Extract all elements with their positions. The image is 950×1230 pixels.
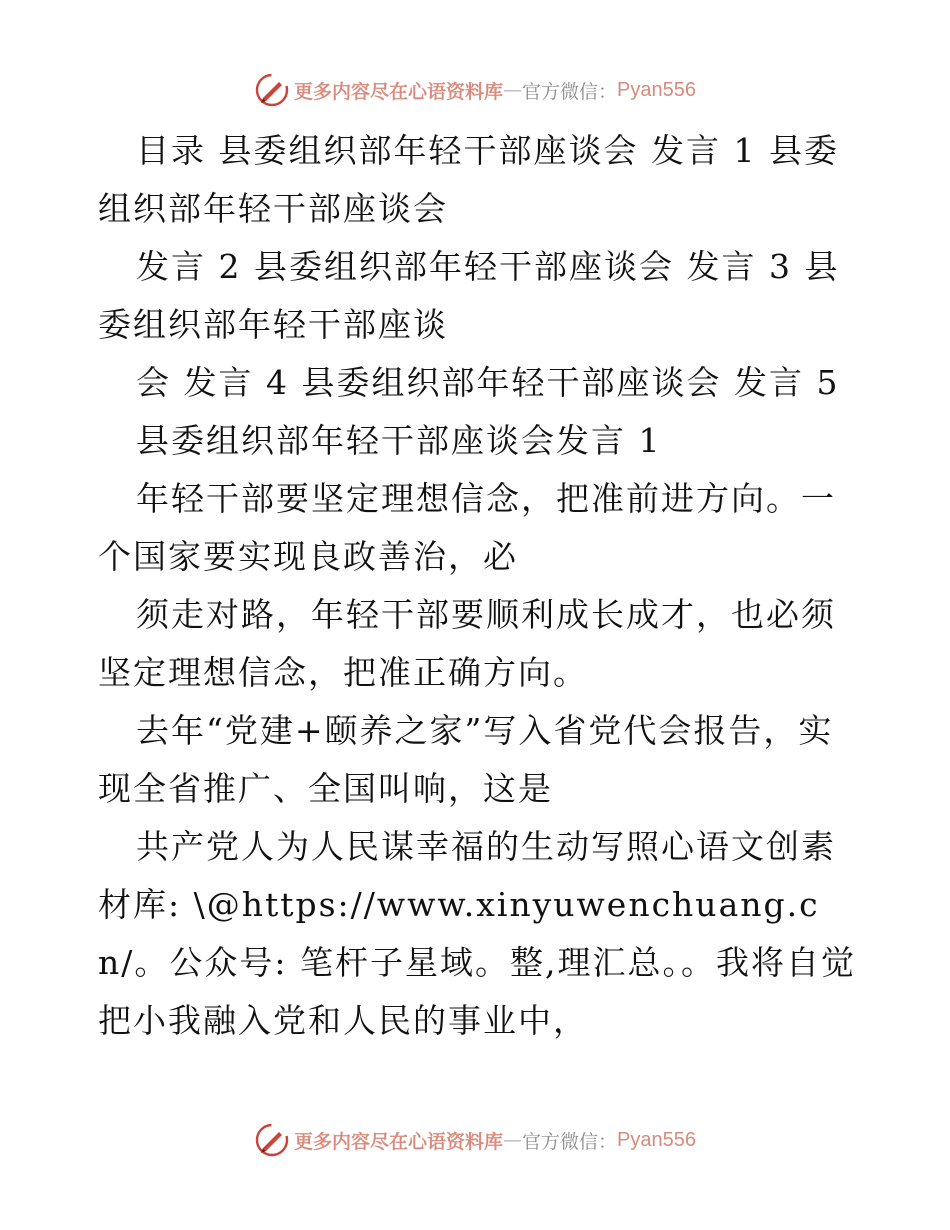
- page-footer-banner: [0, 1118, 950, 1162]
- banner-brand-text: 更多内容尽在心语资料库: [294, 1130, 504, 1153]
- document-body: [98, 122, 858, 1050]
- paragraph-toc-2: 发言 2 县委组织部年轻干部座谈会 发言 3 县委组织部年轻干部座谈: [98, 247, 840, 344]
- pen-logo-icon: [254, 72, 290, 108]
- banner-separator: —: [503, 79, 523, 101]
- paragraph-party-building: 去年“党建+颐养之家”写入省党代会报告，实现全省推广、全国叫响，这是: [98, 711, 834, 808]
- paragraph-happiness: 共产党人为人民谋幸福的生动写照心语文创素材库: \@https://www.xinyuwenchuang.cn/。公众号: 笔杆子星域。整,理汇总。。我将自觉把小我融入党和人民的事业中，: [98, 827, 856, 1040]
- banner-separator: —: [503, 1129, 523, 1151]
- banner-brand-text: 更多内容尽在心语资料库: [294, 80, 504, 103]
- banner-wechat-id: Pyan556: [617, 1128, 696, 1151]
- paragraph-toc-3: 会 发言 4 县委组织部年轻干部座谈会 发言 5: [136, 363, 840, 402]
- page-header-banner: [0, 68, 950, 112]
- banner-wechat-label: 官方微信：: [522, 1130, 618, 1153]
- paragraph-ideals: 年轻干部要坚定理想信念，把准前进方向。一个国家要实现良政善治，必: [98, 479, 836, 576]
- banner-wechat-label: 官方微信：: [522, 80, 618, 103]
- banner-wechat-id: Pyan556: [617, 78, 696, 101]
- paragraph-path: 须走对路，年轻干部要顺利成长成才，也必须坚定理想信念，把准正确方向。: [98, 595, 836, 692]
- pen-logo-icon: [254, 1122, 290, 1158]
- section-title: 县委组织部年轻干部座谈会发言 1: [136, 421, 662, 460]
- paragraph-toc-1: 目录 县委组织部年轻干部座谈会 发言 1 县委组织部年轻干部座谈会: [98, 131, 839, 228]
